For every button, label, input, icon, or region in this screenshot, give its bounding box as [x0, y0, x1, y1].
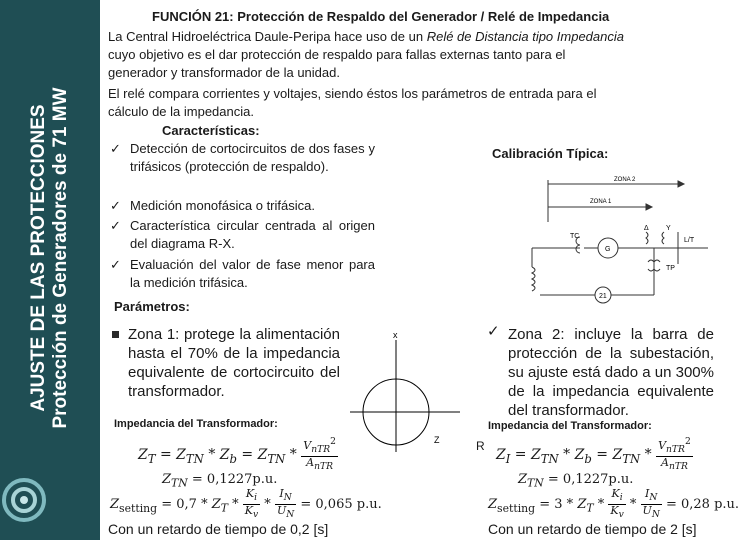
zona1-arrowhead [646, 204, 652, 210]
feature-item-3 [110, 217, 380, 253]
zone1-factor: 0,7 [176, 497, 197, 513]
checkmark-icon: ✓ [110, 198, 121, 213]
relay-type-italic: Relé de Distancia tipo Impedancia [426, 29, 624, 44]
lt-label: L/T [684, 237, 695, 244]
slide-title: FUNCIÓN 21: Protección de Respaldo del Generador / Relé de Impedancia [152, 9, 610, 24]
intro-line-3: generador y transformador de la unidad. [108, 65, 340, 80]
zone2-impedance-label: Impedancia del Transformador: [488, 420, 652, 432]
sidebar-band [0, 0, 100, 540]
zone1-setting-value: 0,065 p.u. [315, 497, 382, 513]
feature-text-4: Evaluación del valor de fase menor para la medición trifásica. [130, 257, 375, 290]
zone2-ztn-value-text: 0,1227p.u. [562, 472, 634, 487]
zone2-delay: Con un retardo de tiempo de 2 [s] [488, 521, 697, 537]
feature-item-2 [110, 197, 380, 215]
sidebar-title-line1: AJUSTE DE LAS PROTECCIONES [28, 104, 49, 412]
intro-line-1 [108, 28, 624, 46]
intro-line-1-text: La Central Hidroeléctrica Daule-Peripa hace uso de un [108, 29, 424, 44]
feature-text-3: Característica circular centrada al origen del diagrama R-X. [130, 218, 375, 251]
slide-content [100, 0, 739, 540]
x-axis-label: x [393, 330, 398, 340]
zona2-label: ZONA 2 [614, 177, 636, 183]
tc-label: TC [570, 233, 580, 240]
zone2-description: Zona 2: incluye la barra de protección de la subestación, su ajuste está dado a un 300% de la impedancia equivalente del transformador. [508, 326, 714, 419]
single-line-diagram [420, 172, 710, 310]
zona1-label: ZONA 1 [590, 199, 612, 205]
checkmark-icon: ✓ [487, 323, 500, 340]
zone1-impedance-label: Impedancia del Transformador: [114, 418, 278, 430]
zone2-zt-formula: $Z_I = Z_{TN} * Z_b = Z_{TN}$ * $\frac{V_{nTR}^2}{A_{nTR}}$ [496, 436, 691, 473]
transformer-delta-winding [646, 232, 648, 244]
r-axis-label: R [476, 439, 485, 453]
calibration-label: Calibración Típica: [492, 146, 609, 161]
zone2-factor: 3 [554, 497, 563, 513]
feature-item-1 [110, 140, 380, 196]
sidebar-title-line2: Protección de Generadores de 71 MW [50, 87, 71, 429]
zone2-ztn-value: $Z_{TN} = 0,1227p.u$. [518, 472, 634, 490]
checkmark-icon: ✓ [110, 218, 121, 233]
feature-text-2: Medición monofásica o trifásica. [130, 198, 315, 213]
zone2-setting-value: 0,28 p.u. [681, 497, 739, 513]
zone1-setting-formula: $Z_{setting} = 0,7 * Z_T$ * $\frac{K_i}{K_v}$ * $\frac{I_N}{U_N}$ = 0,065 p.u. [110, 487, 382, 521]
intro-line-4: El relé compara corrientes y voltajes, siendo éstos los parámetros de entrada para el [108, 86, 597, 101]
features-heading: Características: [162, 123, 260, 138]
zone1-ztn-value: $Z_{TN} = 0,1227p.u$. [162, 472, 278, 490]
vertical-title [28, 48, 72, 468]
ct-secondary-coil [532, 267, 535, 291]
zone1-zt-formula: $Z_T = Z_{TN} * Z_b = Z_{TN}$ * $\frac{V_{nTR}^2}{A_{nTR}}$ [138, 436, 336, 473]
zona2-arrowhead [678, 181, 684, 187]
generator-label: G [605, 246, 611, 253]
zone1-ztn-value-text: 0,1227p.u. [206, 472, 278, 487]
parameters-label: Parámetros: [114, 299, 190, 314]
wye-label: Y [666, 225, 671, 232]
tp-label: TP [666, 265, 675, 272]
rx-diagram [350, 330, 490, 460]
z-label: Z [434, 435, 440, 445]
logo-circles-icon [0, 460, 48, 540]
feature-item-4 [110, 256, 380, 292]
intro-line-5: cálculo de la impedancia. [108, 104, 254, 119]
zone2-setting-formula: $Z_{setting} = 3 * Z_T$ * $\frac{K_i}{K_v}$ * $\frac{I_N}{U_N}$ = 0,28 p.u. [488, 487, 739, 521]
intro-line-2: cuyo objetivo es el dar protección de respaldo para fallas externas tanto para el [108, 47, 566, 62]
transformer-wye-winding [662, 232, 664, 244]
relay-21-label: 21 [599, 293, 607, 300]
zone1-description: Zona 1: protege la alimentación hasta el 70% de la impedancia equivalente de cortocircuito del transformador. [128, 326, 340, 400]
checkmark-icon: ✓ [110, 141, 121, 156]
zone1-delay: Con un retardo de tiempo de 0,2 [s] [108, 521, 329, 537]
feature-text-1: Detección de cortocircuitos de dos fases y trifásicos (protección de respaldo). [130, 141, 375, 174]
bullet-square [112, 331, 119, 338]
checkmark-icon: ✓ [110, 257, 121, 272]
delta-label: Δ [644, 225, 649, 232]
